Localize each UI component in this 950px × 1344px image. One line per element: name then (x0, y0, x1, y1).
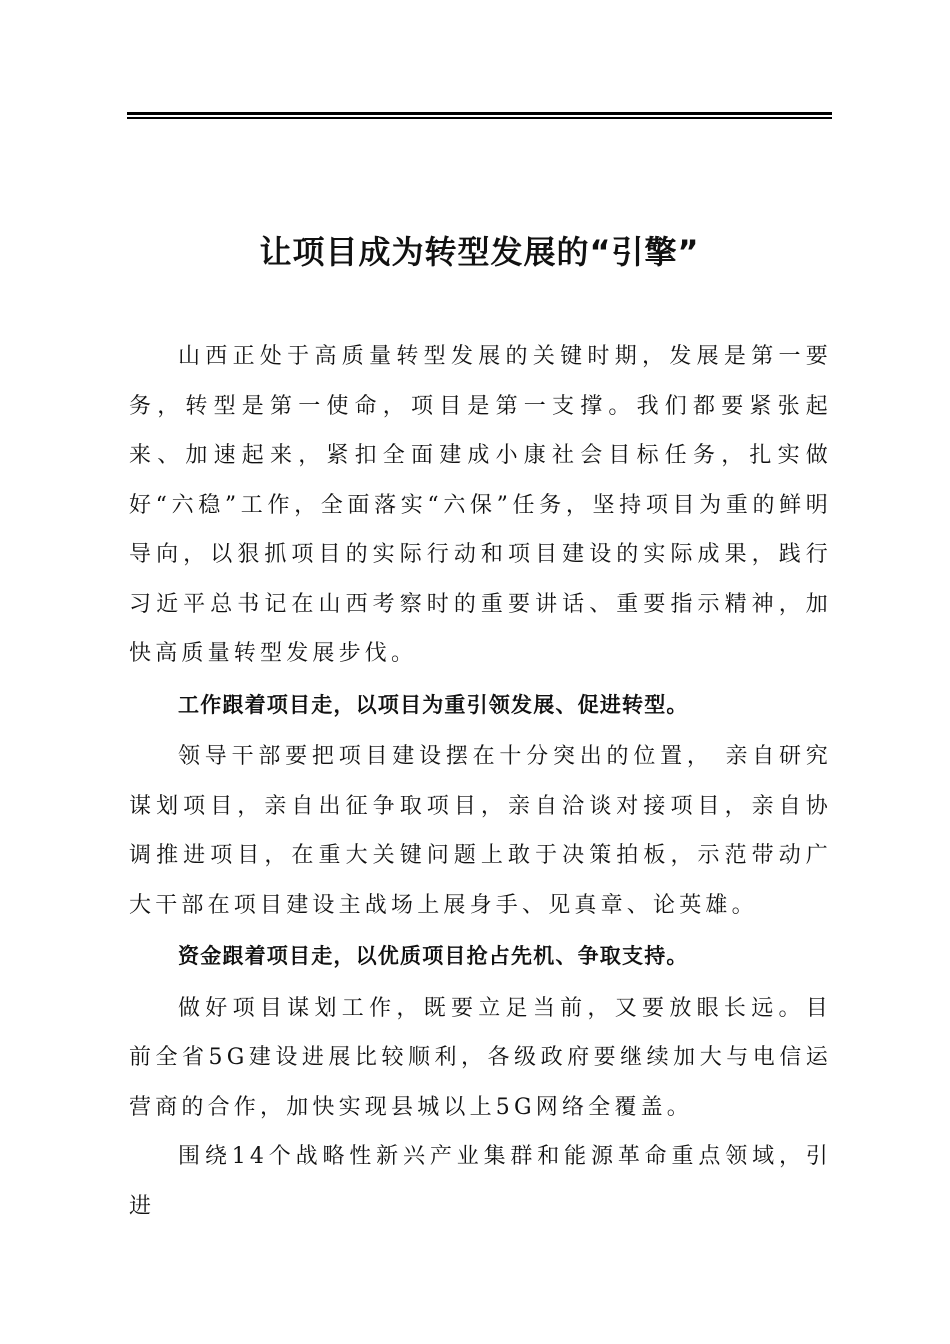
document-body (129, 332, 832, 1231)
document-title: 让项目成为转型发展的“引擎” (259, 233, 700, 271)
header-rule-thin (127, 117, 832, 119)
header-rule-thick (127, 112, 832, 115)
paragraph-intro: 山西正处于高质量转型发展的关键时期，发展是第一要务，转型是第一使命，项目是第一支撑。我们都要紧张起来、加速起来，紧扣全面建成小康社会目标任务，扎实做好“六稳”工作，全面落实“六保”任务，坚持项目为重的鲜明导向，以狠抓项目的实际行动和项目建设的实际成果，践行习近平总书记在山西考察时的重要讲话、重要指示精神，加快高质量转型发展步伐。 (129, 344, 832, 666)
section-heading-work: 工作跟着项目走，以项目为重引领发展、促进转型。 (178, 692, 689, 717)
section-heading-funds: 资金跟着项目走，以优质项目抢占先机、争取支持。 (178, 944, 689, 968)
paragraph-leadership: 领导干部要把项目建设摆在十分突出的位置， 亲自研究谋划项目，亲自出征争取项目，亲自洽谈对接项目，亲自协调推进项目，在重大关键问题上敢于决策拍板，示范带动广大干部在项目建设主战场上展身手、见真章、论英雄。 (129, 744, 832, 918)
paragraph-5g: 做好项目谋划工作，既要立足当前，又要放眼长远。目前全省5G建设进展比较顺利，各级政府要继续加大与电信运营商的合作，加快实现县城以上5G网络全覆盖。 (129, 995, 832, 1120)
paragraph-industries: 围绕14个战略性新兴产业集群和能源革命重点领域，引进 (129, 1144, 832, 1219)
